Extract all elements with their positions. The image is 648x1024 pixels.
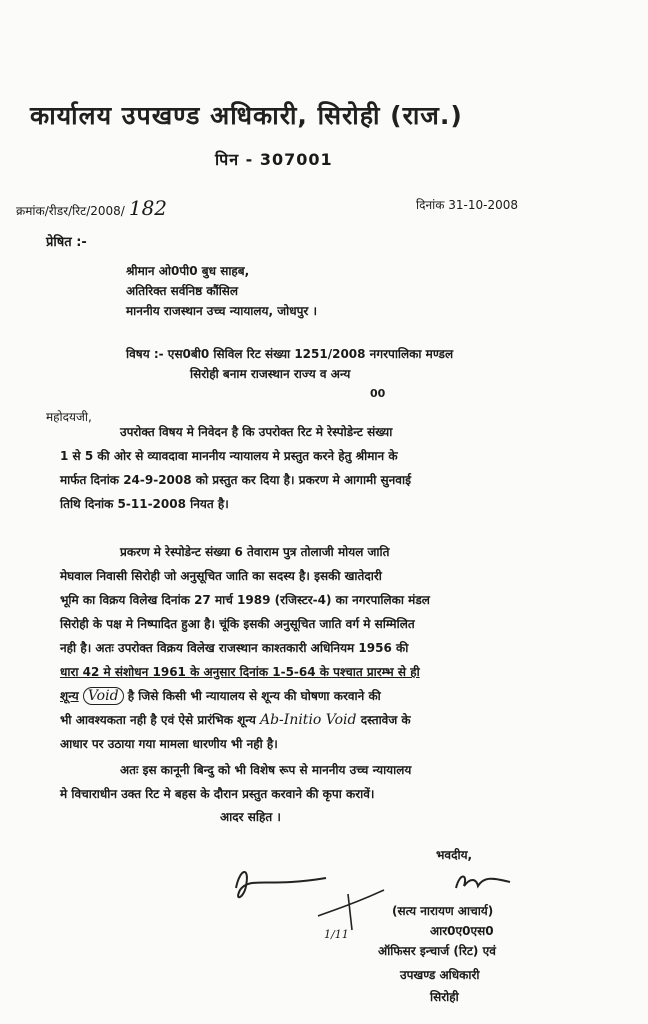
reference-number bbox=[16, 196, 167, 220]
para2-continuation: है जिसे किसी भी न्यायालय से शून्य की घोषणा करवाने की bbox=[127, 689, 381, 703]
signatory-office: उपखण्ड अधिकारी bbox=[400, 968, 480, 982]
void-handwritten: Void bbox=[83, 687, 124, 705]
para1-line: तिथि दिनांक 5-11-2008 नियत है। bbox=[60, 497, 229, 511]
addressee-line: श्रीमान ओ0पी0 बुध साहब, bbox=[126, 264, 250, 278]
para2-line bbox=[60, 684, 600, 708]
subject-line: सिरोही बनाम राजस्थान राज्य व अन्य bbox=[190, 367, 351, 381]
signatory-rank: आर0ए0एस0 bbox=[430, 924, 494, 938]
para2-line: भूमि का विक्रय विलेख दिनांक 27 मार्च 1989 (रजिस्टर-4) का नगरपालिका मंडल bbox=[60, 593, 430, 607]
signatory-name: (सत्य नारायण आचार्य) bbox=[392, 904, 494, 918]
main-signature bbox=[450, 868, 520, 898]
signatory-place: सिरोही bbox=[430, 990, 459, 1004]
subject-line: विषय :- एस0बी0 सिविल रिट संख्या 1251/2008 नगरपालिका मण्डल bbox=[126, 347, 454, 361]
paragraph-1 bbox=[60, 420, 600, 516]
office-header: कार्यालय उपखण्ड अधिकारी, सिरोही (राज.) bbox=[30, 101, 463, 130]
pin-code: पिन - 307001 bbox=[215, 150, 333, 169]
para2-line: धारा 42 मे संशोधन 1961 के अनुसार दिनांक 1-5-64 के पश्चात प्रारम्भ से ही bbox=[60, 665, 420, 679]
subject-marker: 00 bbox=[370, 387, 386, 400]
para1-line: मार्फत दिनांक 24-9-2008 को प्रस्तुत कर दिया है। प्रकरण मे आगामी सुनवाई bbox=[60, 473, 411, 487]
paragraph-3 bbox=[60, 758, 600, 806]
para2-line: सिरोही के पक्ष मे निष्पादित हुआ है। चूंकि इसकी अनुसूचित जाति वर्ग मे सम्मिलित bbox=[60, 617, 415, 631]
para2-segment: दस्तावेज के bbox=[360, 713, 411, 727]
para3-line: अतः इस कानूनी बिन्दु को भी विशेष रूप से माननीय उच्च न्यायालय bbox=[120, 763, 412, 777]
para2-line: प्रकरण मे रेस्पोडेन्ट संख्या 6 तेवाराम पुत्र तोलाजी मोयल जाति bbox=[120, 545, 390, 559]
paragraph-2 bbox=[60, 540, 600, 756]
addressee-prefix: प्रेषित :- bbox=[46, 235, 87, 250]
para2-line: नही है। अतः उपरोक्त विक्रय विलेख राजस्थान काश्तकारी अधिनियम 1956 की bbox=[60, 641, 409, 655]
para3-line: मे विचाराधीन उक्त रिट मे बहस के दौरान प्रस्तुत करवाने की कृपा करावें। bbox=[60, 787, 375, 801]
para1-line: उपरोक्त विषय मे निवेदन है कि उपरोक्त रिट मे रेस्पोडेन्ट संख्या bbox=[120, 425, 393, 439]
letter-date: दिनांक 31-10-2008 bbox=[416, 198, 519, 212]
shunya-word: शून्य bbox=[60, 689, 79, 703]
ab-initio-handwritten: Ab-Initio Void bbox=[259, 712, 357, 728]
bhavdiya: भवदीय, bbox=[436, 848, 473, 862]
salutation: महोदयजी, bbox=[46, 410, 92, 424]
addressee-line: अतिरिक्त सर्वनिष्ठ कौंसिल bbox=[126, 284, 239, 298]
para1-line: 1 से 5 की ओर से व्यावदावा माननीय न्यायालय मे प्रस्तुत करने हेतु श्रीमान के bbox=[60, 449, 398, 463]
margin-note: 1/11 bbox=[324, 928, 349, 941]
para2-line: आधार पर उठाया गया मामला धारणीय भी नही है। bbox=[60, 737, 278, 751]
reference-label: क्रमांक/रीडर/रिट/2008/ bbox=[16, 204, 125, 218]
signatory-designation: ऑफिसर इन्चार्ज (रिट) एवं bbox=[378, 944, 496, 958]
addressee-line: माननीय राजस्थान उच्च न्यायालय, जोधपुर । bbox=[126, 304, 318, 318]
para2-line bbox=[60, 708, 600, 732]
closing: आदर सहित । bbox=[220, 810, 281, 824]
para2-line: मेघवाल निवासी सिरोही जो अनुसूचित जाति का सदस्य है। इसकी खातेदारी bbox=[60, 569, 382, 583]
reference-hand-number: 182 bbox=[128, 196, 168, 220]
para2-segment: भी आवश्यकता नही है एवं ऐसे प्रारंभिक शून्य bbox=[60, 713, 256, 727]
